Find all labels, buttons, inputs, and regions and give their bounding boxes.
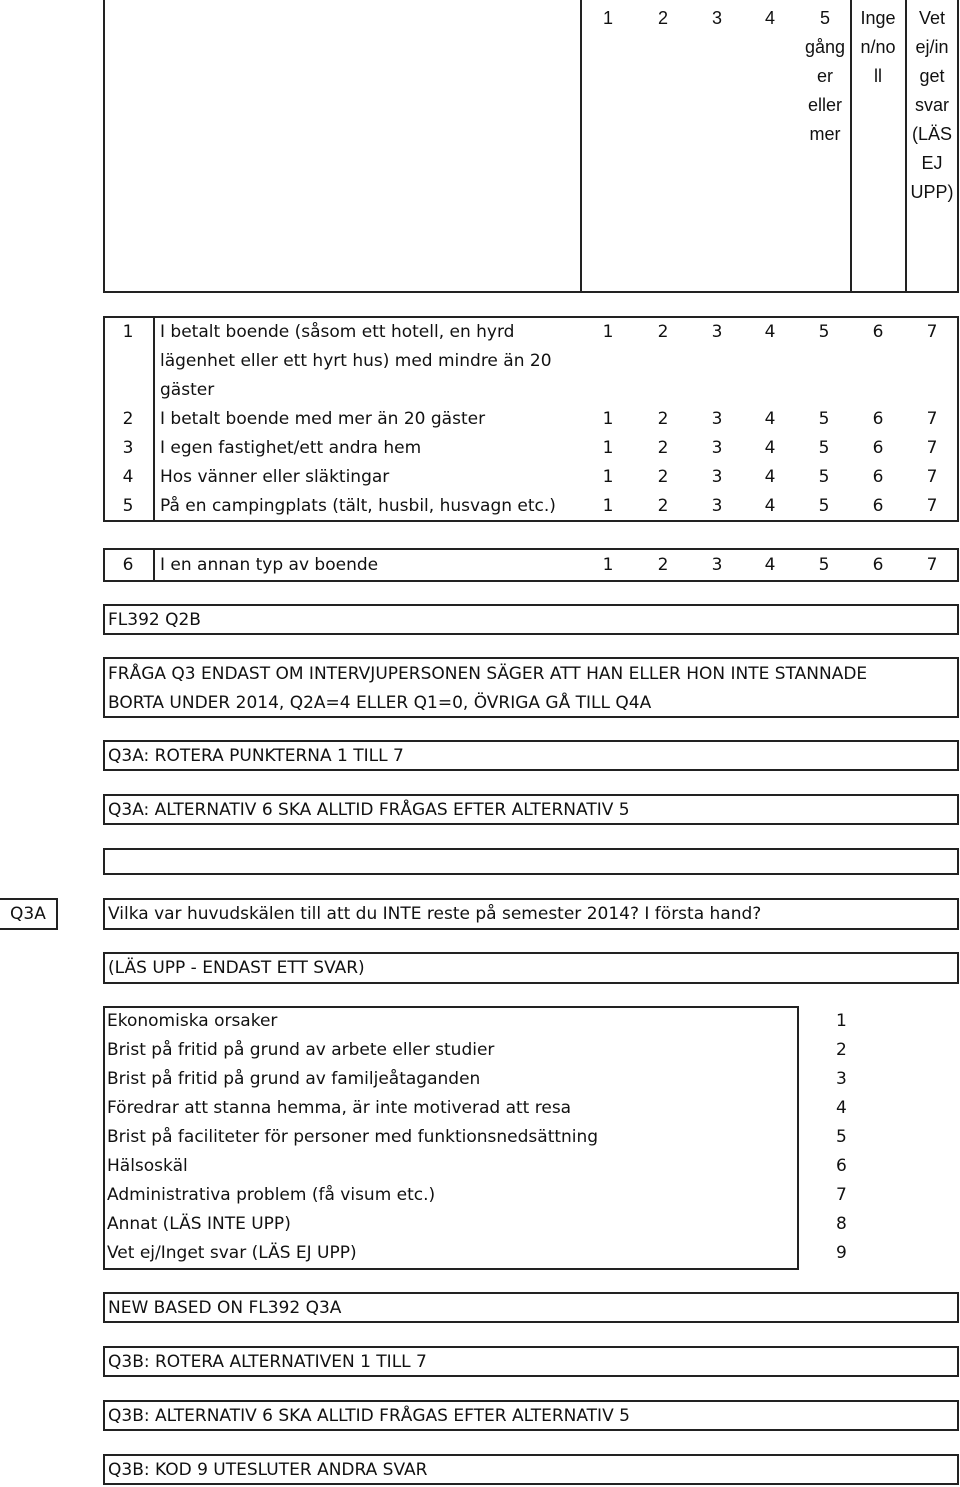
note-q3a-rotate <box>103 740 959 771</box>
note-text: Q3A: ALTERNATIV 6 SKA ALLTID FRÅGAS EFTER ALTERNATIV 5 <box>108 800 630 820</box>
scale-option[interactable]: 3 <box>711 438 723 458</box>
row-number: 4 <box>122 467 134 487</box>
answer-option[interactable] <box>105 1065 797 1094</box>
answer-code: 7 <box>836 1185 847 1205</box>
scale-option[interactable]: 4 <box>764 438 776 458</box>
question-text-box <box>103 898 959 930</box>
row-number-divider <box>153 318 155 520</box>
scale-option[interactable]: 7 <box>926 409 938 429</box>
scale-option[interactable]: 1 <box>602 496 614 516</box>
scale-option[interactable]: 6 <box>872 438 884 458</box>
row-label: I betalt boende med mer än 20 gäster <box>160 409 486 429</box>
note-text: BORTA UNDER 2014, Q2A=4 ELLER Q1=0, ÖVRIGA GÅ TILL Q4A <box>108 693 652 713</box>
scale-option[interactable]: 4 <box>764 409 776 429</box>
answer-option[interactable] <box>105 1181 797 1210</box>
scale-option[interactable]: 5 <box>818 438 830 458</box>
scale-option[interactable]: 1 <box>602 555 614 575</box>
scale-option[interactable]: 5 <box>818 467 830 487</box>
scale-option[interactable]: 4 <box>764 555 776 575</box>
row-number: 5 <box>122 496 134 516</box>
answer-code: 4 <box>836 1098 847 1118</box>
answer-label: Brist på faciliteter för personer med funktionsnedsättning <box>107 1127 599 1147</box>
scale-option[interactable]: 4 <box>764 322 776 342</box>
scale-option[interactable]: 7 <box>926 555 938 575</box>
answer-label: Vet ej/Inget svar (LÄS EJ UPP) <box>107 1243 357 1263</box>
question-instruction-box <box>103 952 959 984</box>
row-number: 3 <box>122 438 134 458</box>
note-text: FL392 Q2B <box>108 610 201 630</box>
question-id-box <box>0 898 58 930</box>
scale-option[interactable]: 2 <box>657 409 669 429</box>
header-col-5: 5 gång er eller mer <box>804 8 846 144</box>
header-divider <box>580 0 582 292</box>
answer-option[interactable] <box>105 1094 797 1123</box>
scale-option[interactable]: 1 <box>602 438 614 458</box>
row-number: 6 <box>122 555 134 575</box>
scale-option[interactable]: 3 <box>711 409 723 429</box>
note-q3-condition <box>103 657 959 718</box>
row-number: 2 <box>122 409 134 429</box>
scale-option[interactable]: 7 <box>926 322 938 342</box>
answer-option[interactable] <box>105 1036 797 1065</box>
scale-option[interactable]: 5 <box>818 409 830 429</box>
scale-option[interactable]: 6 <box>872 555 884 575</box>
scale-option[interactable]: 5 <box>818 496 830 516</box>
scale-option[interactable]: 3 <box>711 496 723 516</box>
header-col-3: 3 <box>711 8 722 28</box>
note-text: Q3B: ALTERNATIV 6 SKA ALLTID FRÅGAS EFTER ALTERNATIV 5 <box>108 1406 630 1426</box>
answer-code: 6 <box>836 1156 847 1176</box>
answer-label: Hälsoskäl <box>107 1156 188 1176</box>
scale-option[interactable]: 2 <box>657 555 669 575</box>
row-number: 1 <box>122 322 134 342</box>
answer-code: 3 <box>836 1069 847 1089</box>
scale-option[interactable]: 1 <box>602 467 614 487</box>
answer-label: Brist på fritid på grund av arbete eller studier <box>107 1040 495 1060</box>
answer-option[interactable] <box>105 1007 797 1036</box>
header-col-dontknow: Vet ej/in get svar (LÄS EJ UPP) <box>910 8 954 202</box>
answer-code: 9 <box>836 1243 847 1263</box>
note-q3b-rotate <box>103 1346 959 1377</box>
scale-option[interactable]: 2 <box>657 467 669 487</box>
scale-option[interactable]: 6 <box>872 409 884 429</box>
scale-option[interactable]: 6 <box>872 322 884 342</box>
question-text: Vilka var huvudskälen till att du INTE reste på semester 2014? I första hand? <box>108 904 762 924</box>
scale-option[interactable]: 2 <box>657 496 669 516</box>
answer-option[interactable] <box>105 1123 797 1152</box>
answer-label: Ekonomiska orsaker <box>107 1011 278 1031</box>
note-q3b-code9 <box>103 1454 959 1485</box>
scale-option[interactable]: 6 <box>872 467 884 487</box>
scale-option[interactable]: 2 <box>657 438 669 458</box>
note-text: Q3B: KOD 9 UTESLUTER ANDRA SVAR <box>108 1460 428 1480</box>
scale-option[interactable]: 5 <box>818 555 830 575</box>
scale-option[interactable]: 7 <box>926 467 938 487</box>
note-q3a-alt6 <box>103 794 959 825</box>
note-text: Q3A: ROTERA PUNKTERNA 1 TILL 7 <box>108 746 404 766</box>
answer-label: Administrativa problem (få visum etc.) <box>107 1185 436 1205</box>
note-text: FRÅGA Q3 ENDAST OM INTERVJUPERSONEN SÄGER ATT HAN ELLER HON INTE STANNADE <box>108 664 868 684</box>
row-label: I betalt boende (såsom ett hotell, en hyrd lägenhet eller ett hyrt hus) med mindre än 20 gäster <box>160 322 552 400</box>
scale-option[interactable]: 4 <box>764 496 776 516</box>
answer-code: 8 <box>836 1214 847 1234</box>
scale-option[interactable]: 1 <box>602 322 614 342</box>
header-col-2: 2 <box>657 8 668 28</box>
scale-option[interactable]: 3 <box>711 322 723 342</box>
question-id: Q3A <box>10 904 46 924</box>
answer-option[interactable] <box>105 1239 797 1268</box>
empty-note-box <box>103 848 959 875</box>
answer-label: Annat (LÄS INTE UPP) <box>107 1214 291 1234</box>
note-text: NEW BASED ON FL392 Q3A <box>108 1298 342 1318</box>
scale-option[interactable]: 7 <box>926 438 938 458</box>
scale-option[interactable]: 6 <box>872 496 884 516</box>
question-instruction: (LÄS UPP - ENDAST ETT SVAR) <box>108 958 365 978</box>
row-label: På en campingplats (tält, husbil, husvagn etc.) <box>160 496 556 516</box>
note-fl392-q2b <box>103 604 959 635</box>
answer-code: 2 <box>836 1040 847 1060</box>
answer-option[interactable] <box>105 1210 797 1239</box>
answer-code: 1 <box>836 1011 847 1031</box>
answer-label: Brist på fritid på grund av familjeåtaganden <box>107 1069 481 1089</box>
row-number-divider <box>153 550 155 580</box>
scale-option[interactable]: 3 <box>711 555 723 575</box>
note-text: Q3B: ROTERA ALTERNATIVEN 1 TILL 7 <box>108 1352 427 1372</box>
note-new-based <box>103 1292 959 1323</box>
scale-option[interactable]: 4 <box>764 467 776 487</box>
scale-option[interactable]: 2 <box>657 322 669 342</box>
row-label: I egen fastighet/ett andra hem <box>160 438 422 458</box>
answer-label: Föredrar att stanna hemma, är inte motiverad att resa <box>107 1098 572 1118</box>
answer-option[interactable] <box>105 1152 797 1181</box>
header-col-4: 4 <box>764 8 775 28</box>
scale-option[interactable]: 5 <box>818 322 830 342</box>
scale-option[interactable]: 1 <box>602 409 614 429</box>
answer-code: 5 <box>836 1127 847 1147</box>
row-label: I en annan typ av boende <box>160 555 379 575</box>
header-col-none: Inge n/no ll <box>860 8 896 86</box>
header-col-1: 1 <box>602 8 613 28</box>
scale-option[interactable]: 7 <box>926 496 938 516</box>
note-q3b-alt6 <box>103 1400 959 1431</box>
row-label: Hos vänner eller släktingar <box>160 467 390 487</box>
scale-option[interactable]: 3 <box>711 467 723 487</box>
